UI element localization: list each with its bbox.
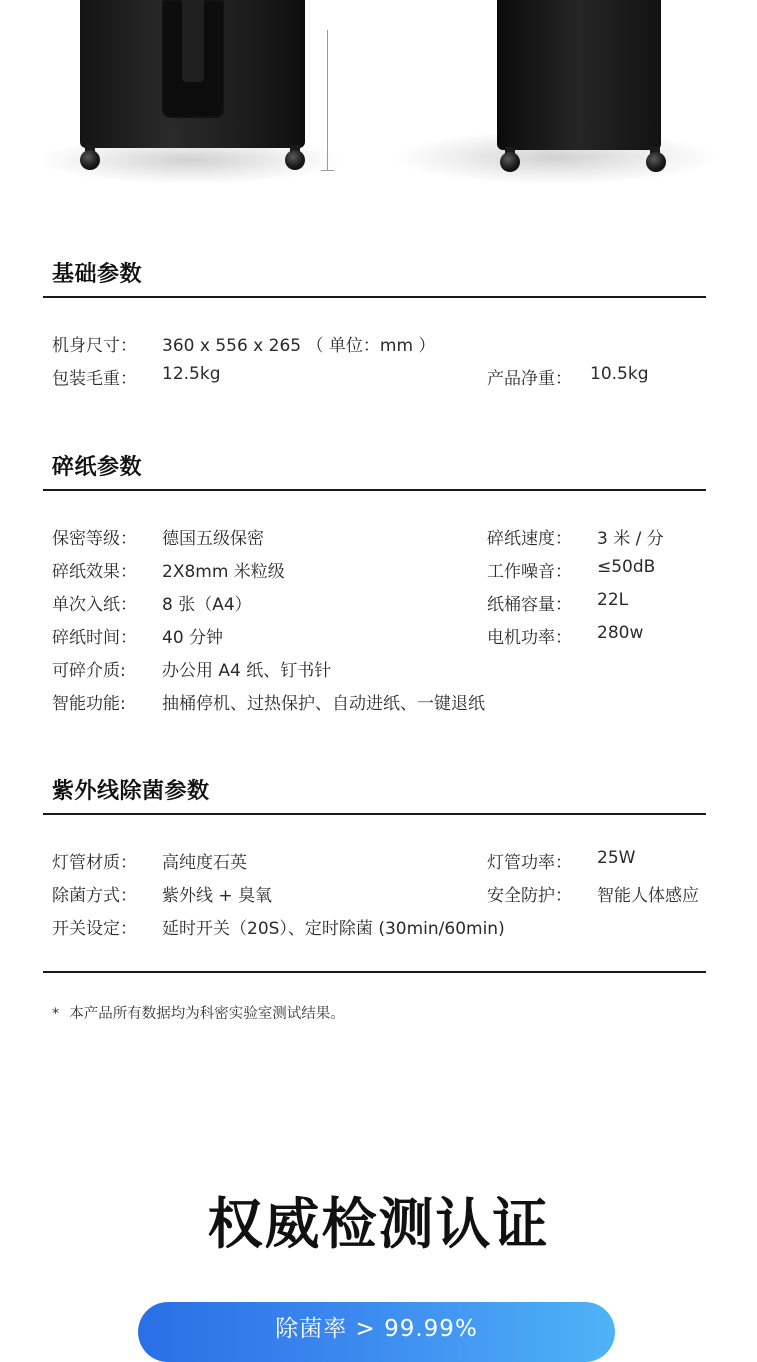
spec-value: 高纯度石英 — [162, 853, 247, 873]
section-divider — [43, 489, 706, 491]
spec-value: 22L — [597, 590, 629, 610]
footnote-text: 本产品所有数据均为科密实验室测试结果。 — [69, 1006, 345, 1022]
height-dimension-line — [327, 30, 328, 170]
spec-value: 延时开关（20S）、定时除菌 (30min/60min) — [162, 919, 505, 939]
spec-label: 可碎介质: — [52, 661, 126, 681]
shredder-side-view — [497, 0, 661, 150]
spec-label: 纸桶容量： — [487, 595, 572, 615]
sterilization-rate-badge — [138, 1302, 615, 1362]
spec-label: 安全防护： — [487, 886, 572, 906]
size-value: 360 x 556 x 265 （ 单位：mm ） — [162, 336, 436, 356]
section-divider — [43, 296, 706, 298]
spec-label: 智能功能: — [52, 694, 126, 714]
spec-value: 德国五级保密 — [162, 529, 264, 549]
spec-label: 碎纸效果： — [52, 562, 137, 582]
gross-weight-label: 包装毛重： — [52, 369, 137, 389]
shred-params-title: 碎纸参数 — [52, 455, 143, 480]
spec-label: 保密等级： — [52, 529, 137, 549]
uv-params-title: 紫外线除菌参数 — [52, 779, 210, 804]
spec-label: 碎纸时间： — [52, 628, 137, 648]
footnote-asterisk: * — [52, 1006, 60, 1022]
spec-value: 280w — [597, 623, 644, 643]
spec-label: 灯管功率： — [487, 853, 572, 873]
footnote — [52, 1002, 345, 1023]
wheel-icon — [646, 152, 666, 172]
section-divider — [43, 971, 706, 973]
wheel-icon — [285, 150, 305, 170]
basic-params-title: 基础参数 — [52, 262, 143, 287]
spec-label: 工作噪音： — [487, 562, 572, 582]
spec-label: 除菌方式： — [52, 886, 137, 906]
size-label: 机身尺寸： — [52, 336, 137, 356]
spec-value: 2X8mm 米粒级 — [162, 562, 285, 582]
wheel-icon — [80, 150, 100, 170]
net-weight-value: 10.5kg — [590, 364, 649, 384]
spec-label: 单次入纸： — [52, 595, 137, 615]
spec-value: ≤50dB — [597, 557, 656, 577]
spec-value: 智能人体感应 — [597, 886, 699, 906]
certification-title: 权威检测认证 — [207, 1192, 550, 1256]
spec-label: 碎纸速度： — [487, 529, 572, 549]
spec-value: 25W — [597, 848, 636, 868]
spec-value: 3 米 / 分 — [597, 529, 664, 549]
spec-value: 抽桶停机、过热保护、自动进纸、一键退纸 — [162, 694, 485, 714]
wheel-icon — [500, 152, 520, 172]
product-images — [0, 0, 757, 200]
spec-label: 灯管材质： — [52, 853, 137, 873]
spec-label: 电机功率： — [487, 628, 572, 648]
section-divider — [43, 813, 706, 815]
spec-value: 紫外线 + 臭氧 — [162, 886, 273, 906]
sterilization-rate-text: 除菌率 > 99.99% — [275, 1316, 478, 1342]
net-weight-label: 产品净重： — [487, 369, 572, 389]
spec-value: 40 分钟 — [162, 628, 224, 648]
spec-label: 开关设定： — [52, 919, 137, 939]
spec-value: 8 张（A4） — [162, 595, 252, 615]
spec-value: 办公用 A4 纸、钉书针 — [162, 661, 332, 681]
gross-weight-value: 12.5kg — [162, 364, 221, 384]
dimension-tick — [321, 170, 334, 171]
shredder-handle — [182, 0, 204, 82]
